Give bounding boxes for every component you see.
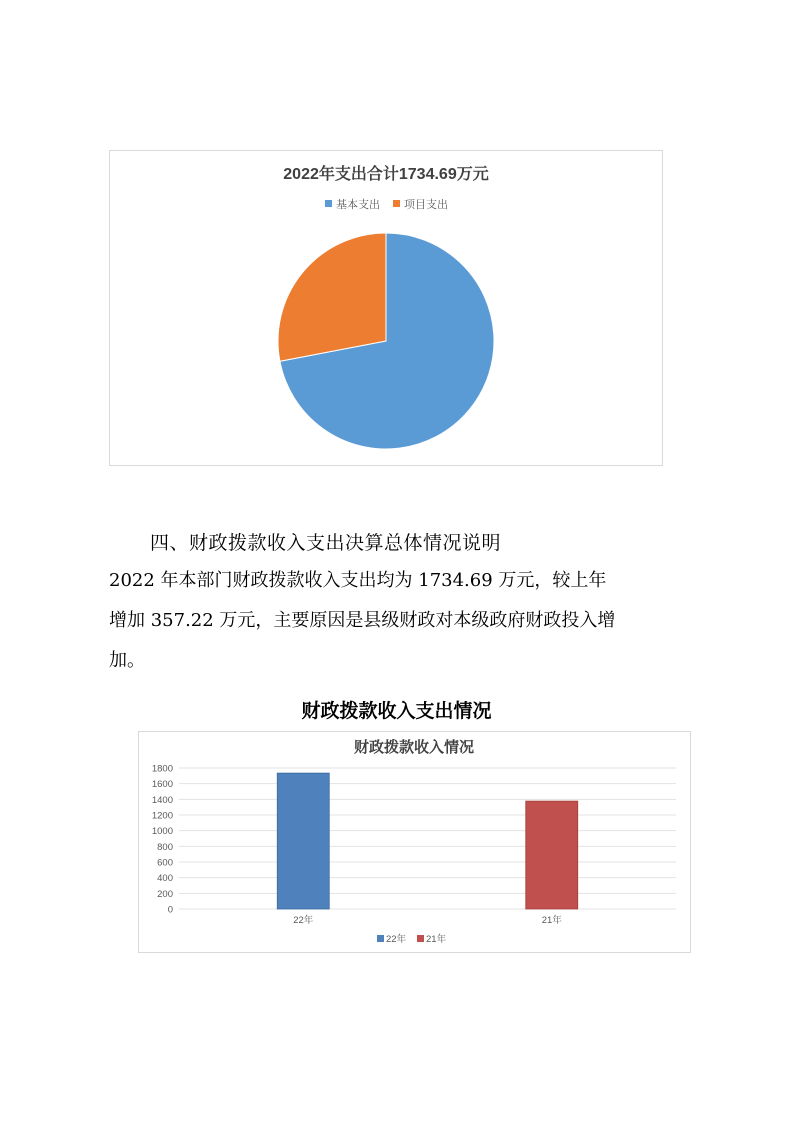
- bar-y-tick-label-0: 0: [167, 904, 173, 916]
- bar-legend-swatch-2: [417, 935, 424, 942]
- bar-y-tick-label-1: 200: [157, 888, 173, 900]
- bar-chart-svg: [139, 732, 690, 952]
- bar-bars: [277, 773, 578, 909]
- bar-y-tick-label-3: 600: [157, 857, 173, 869]
- pie-legend-swatch-1: [325, 200, 332, 207]
- bar-chart-caption: 财政拨款收入支出情况: [301, 700, 492, 722]
- bar-1: [277, 773, 329, 909]
- bar-y-tick-label-9: 1800: [151, 763, 173, 775]
- bar-y-tick-label-5: 1000: [151, 826, 173, 838]
- pie-legend-swatch-2: [393, 200, 400, 207]
- bar-x-labels: [293, 914, 562, 926]
- pie-legend-label-1: 基本支出: [336, 198, 380, 211]
- pie-legend: [325, 197, 448, 211]
- paragraph-line-1: 2022 年本部门财政拨款收入支出均为 1734.69 万元，较上年: [109, 570, 607, 591]
- bar-legend-label-2: 21年: [426, 934, 447, 945]
- bar-x-label-2: 21年: [541, 915, 562, 926]
- section-heading: 四、财政拨款收入支出决算总体情况说明: [150, 532, 502, 554]
- bar-y-tick-label-2: 400: [157, 873, 173, 885]
- bar-chart-title: 财政拨款收入情况: [353, 738, 475, 756]
- paragraph-line-2: 增加 357.22 万元，主要原因是县级财政对本级政府财政投入增: [109, 610, 616, 631]
- pie-slice-2: [278, 233, 386, 361]
- bar-2: [526, 801, 578, 909]
- bar-legend: [377, 933, 447, 945]
- bar-y-tick-label-4: 800: [157, 841, 173, 853]
- paragraph-line-3: 加。: [109, 650, 145, 671]
- bar-y-tick-label-6: 1200: [151, 810, 173, 822]
- bar-y-tick-label-7: 1400: [151, 794, 173, 806]
- bar-x-label-1: 22年: [293, 915, 314, 926]
- bar-legend-swatch-1: [377, 935, 384, 942]
- pie-chart-svg: [110, 151, 662, 465]
- bar-legend-label-1: 22年: [386, 934, 407, 945]
- pie-chart-container: [109, 150, 663, 466]
- bar-grid: [152, 764, 676, 916]
- bar-y-tick-label-8: 1600: [151, 779, 173, 791]
- pie-legend-label-2: 项目支出: [404, 198, 448, 211]
- pie-slices: [278, 233, 494, 449]
- bar-chart-container: [138, 731, 691, 953]
- pie-chart-title: 2022年支出合计1734.69万元: [283, 166, 489, 183]
